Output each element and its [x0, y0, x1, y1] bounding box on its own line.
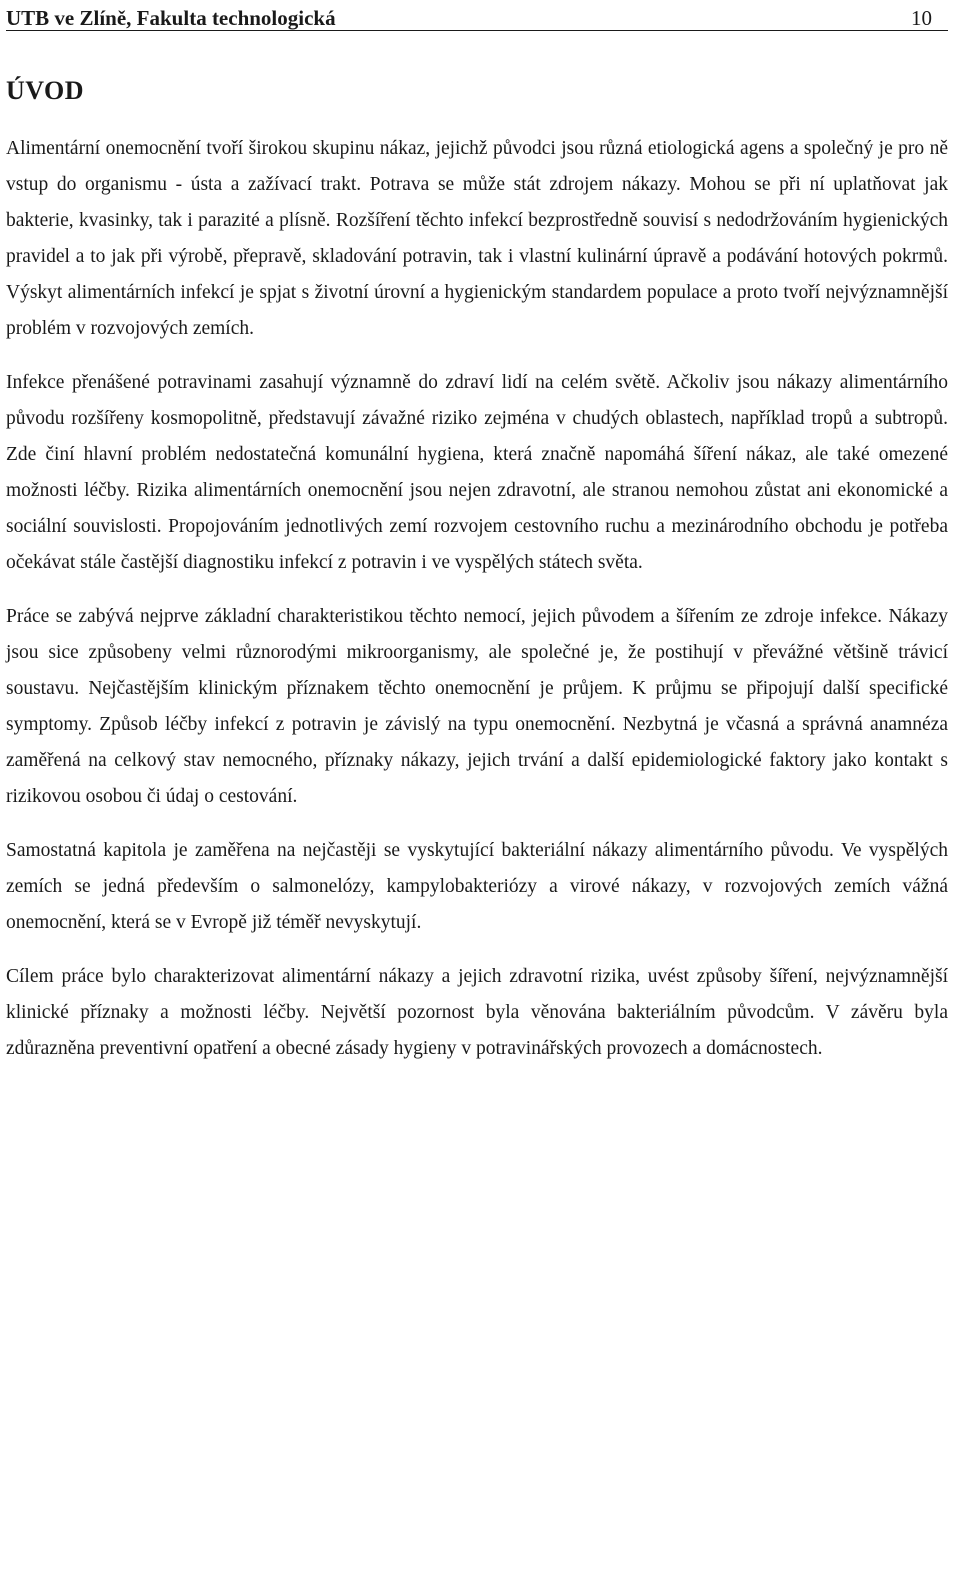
paragraph: Cílem práce bylo charakterizovat alimentární nákazy a jejich zdravotní rizika, uvést způsoby šíření, nejvýznamnější klinické příznaky a možnosti léčby. Největší pozornost byla věnována bakteriálním původcům. V závěru byla zdůrazněna preventivní opatření a obecné zásady hygieny v potravinářských provozech a domácnostech.	[6, 966, 948, 1059]
paragraph: Alimentární onemocnění tvoří širokou skupinu nákaz, jejichž původci jsou různá etiologická agens a společný je pro ně vstup do organismu - ústa a zažívací trakt. Potrava se může stát zdrojem nákazy. Mohou se při ní uplatňovat jak bakterie, kvasinky, tak i parazité a plísně. Rozšíření těchto infekcí bezprostředně souvisí s nedodržováním hygienických pravidel a to jak při výrobě, přepravě, skladování potravin, tak i vlastní kulinární úpravě a podávání hotových pokrmů. Výskyt alimentárních infekcí je spjat s životní úrovní a hygienickým standardem populace a proto tvoří nejvýznamnější problém v rozvojových zemích.	[6, 138, 948, 339]
paragraph: Práce se zabývá nejprve základní charakteristikou těchto nemocí, jejich původem a šířením ze zdroje infekce. Nákazy jsou sice způsobeny velmi různorodými mikroorganismy, ale společné je, že postihují v převážné většině trávicí soustavu. Nejčastějším klinickým příznakem těchto onemocnění je průjem. K průjmu se připojují další specifické symptomy. Způsob léčby infekcí z potravin je závislý na typu onemocnění. Nezbytná je včasná a správná anamnéza zaměřená na celkový stav nemocného, příznaky nákazy, jejich trvání a další epidemiologické faktory jako kontakt s rizikovou osobou či údaj o cestování.	[6, 606, 948, 807]
paragraph: Infekce přenášené potravinami zasahují významně do zdraví lidí na celém světě. Ačkoliv jsou nákazy alimentárního původu rozšířeny kosmopolitně, představují závažné riziko zejména v chudých oblastech, například tropů a subtropů. Zde činí hlavní problém nedostatečná komunální hygiena, která značně napomáhá šíření nákaz, ale také omezené možnosti léčby. Rizika alimentárních onemocnění jsou nejen zdravotní, ale stranou nemohou zůstat ani ekonomické a sociální souvislosti. Propojováním jednotlivých zemí rozvojem cestovního ruchu a mezinárodního obchodu je potřeba očekávat stále častější diagnostiku infekcí z potravin i ve vyspělých státech světa.	[6, 372, 948, 573]
running-header	[6, 0, 948, 31]
header-title: UTB ve Zlíně, Fakulta technologická	[6, 6, 336, 30]
section-heading: ÚVOD	[6, 76, 85, 105]
paragraph: Samostatná kapitola je zaměřena na nejčastěji se vyskytující bakteriální nákazy alimentárního původu. Ve vyspělých zemích se jedná především o salmonelózy, kampylobakteriózy a virové nákazy, v rozvojových zemích vážná onemocnění, která se v Evropě již téměř nevyskytují.	[6, 840, 948, 933]
page-number: 10	[911, 6, 932, 30]
body-text	[6, 131, 948, 1067]
